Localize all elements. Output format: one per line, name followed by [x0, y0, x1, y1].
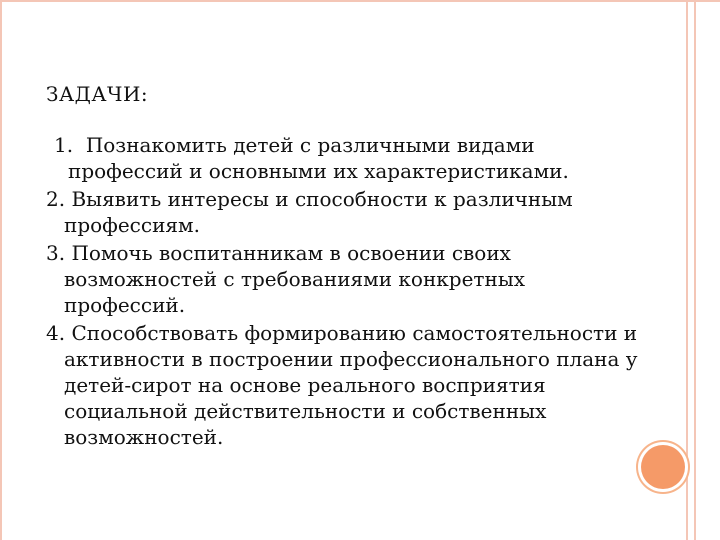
task-item: [46, 132, 646, 184]
page-title: ЗАДАЧИ:: [46, 82, 149, 106]
slide-border-right-inner: [686, 0, 688, 540]
task-item: [46, 240, 646, 318]
slide-border-left: [0, 0, 2, 540]
task-text: Способствовать формированию самостоятельности и активности в построении профессионального плана у детей-сирот на основе реального восприятия социальной действительности и собственных возможностей.: [64, 321, 638, 449]
task-item: [46, 320, 646, 450]
slide-border-top: [0, 0, 720, 2]
task-text: Познакомить детей с различными видами профессий и основными их характеристиками.: [68, 133, 569, 183]
task-text: Помочь воспитанникам в освоении своих возможностей с требованиями конкретных профессий.: [64, 241, 526, 317]
task-number: 1.: [54, 133, 74, 157]
task-number: 2.: [46, 187, 66, 211]
task-text: Выявить интересы и способности к различным профессиям.: [64, 187, 573, 237]
task-number: 3.: [46, 241, 66, 265]
task-number: 4.: [46, 321, 66, 345]
task-item: [46, 186, 646, 238]
accent-circle: [641, 445, 685, 489]
slide-border-right-outer: [694, 0, 696, 540]
task-list: [46, 132, 646, 452]
